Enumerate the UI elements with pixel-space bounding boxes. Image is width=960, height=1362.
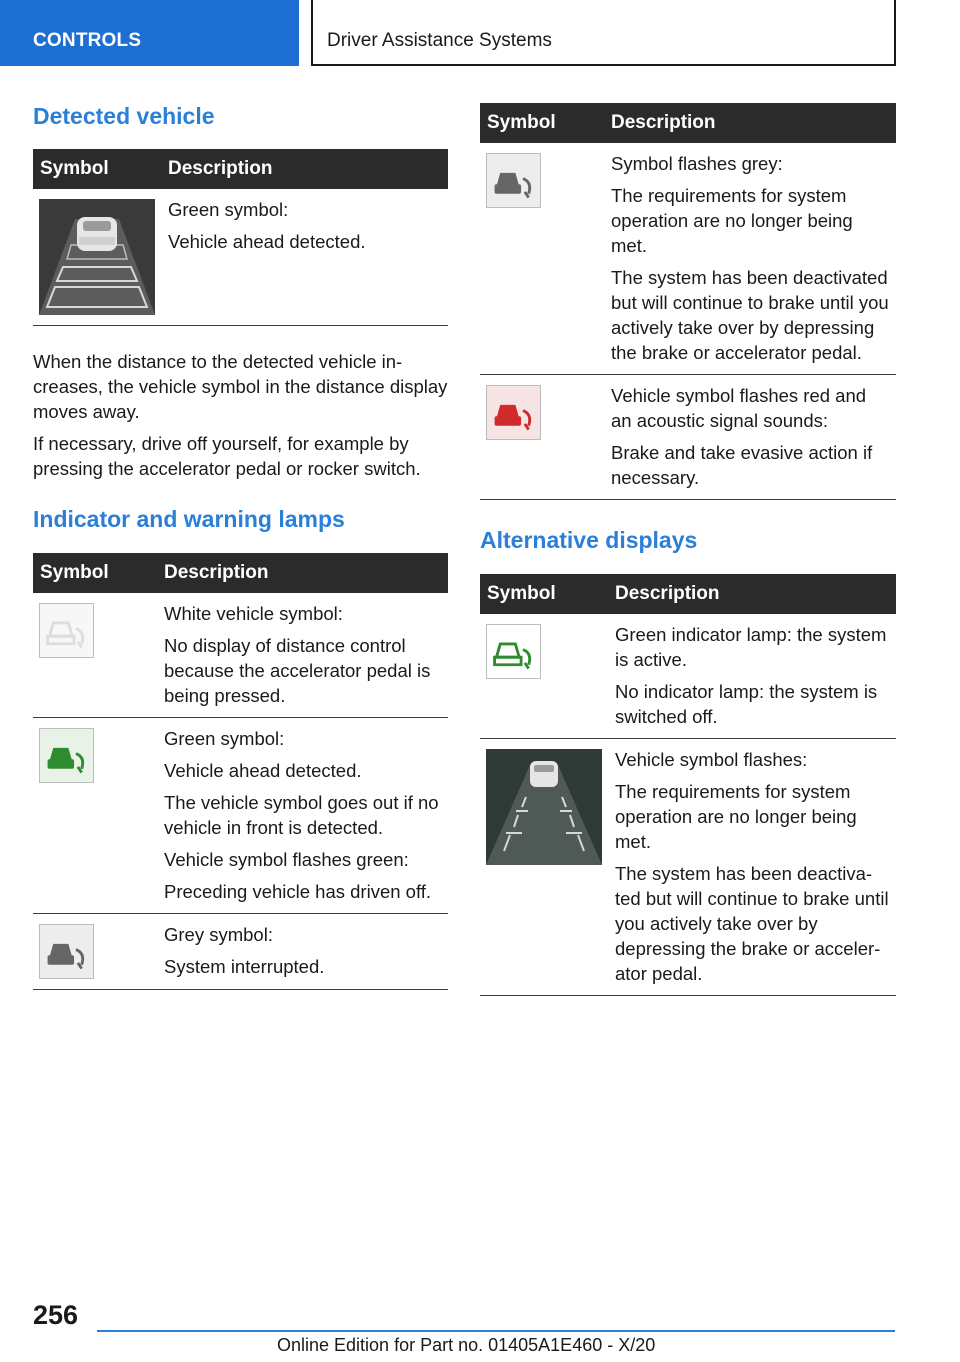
table-row bbox=[33, 718, 448, 914]
description-column-header: Description bbox=[608, 574, 896, 614]
right-column bbox=[480, 103, 896, 996]
table-row bbox=[33, 914, 448, 990]
description-line: Vehicle ahead detected. bbox=[164, 760, 362, 781]
distance-display-vehicle-icon bbox=[486, 749, 602, 865]
symbol-column-header: Symbol bbox=[33, 149, 161, 189]
edition-text: Online Edition for Part no. 01405A1E460 - X/20 bbox=[277, 1335, 656, 1355]
section-title: CONTROLS bbox=[33, 30, 142, 51]
paragraph: When the distance to the detected vehicle increases, the vehicle symbol in the distance display moves away. bbox=[33, 351, 448, 422]
description-line: The system has been deactivated but will continue to brake until you actively take over by depressing the brake or accelerator pedal. bbox=[611, 267, 889, 363]
description-line: Brake and take evasive action if necessary. bbox=[611, 442, 873, 488]
description-line: Grey symbol: bbox=[164, 924, 273, 945]
description-column-header: Description bbox=[604, 103, 896, 143]
table-row bbox=[33, 593, 448, 718]
table-row bbox=[480, 375, 896, 500]
table-header-row bbox=[33, 149, 448, 189]
table-row bbox=[33, 189, 448, 326]
detected-vehicle-heading: Detected vehicle bbox=[33, 103, 215, 129]
symbol-column-header: Symbol bbox=[480, 103, 604, 143]
page-number: 256 bbox=[33, 1300, 79, 1330]
distance-display-vehicle-icon bbox=[39, 199, 155, 315]
table-header-row bbox=[33, 553, 448, 593]
description-line: The requirements for system operation are no longer being met. bbox=[615, 781, 857, 852]
description-line: Symbol flashes grey: bbox=[611, 153, 783, 174]
description-column-header: Description bbox=[161, 149, 448, 189]
section-tab bbox=[0, 0, 299, 66]
distance-control-vehicle-icon bbox=[486, 385, 541, 440]
alternative-displays-heading: Alternative displays bbox=[480, 527, 698, 553]
description-line: System interrupted. bbox=[164, 956, 325, 977]
distance-control-vehicle-icon bbox=[486, 153, 541, 208]
paragraph: If necessary, drive off yourself, for example by pressing the accelerator pedal or rocker switch. bbox=[33, 433, 421, 479]
description-line: Vehicle symbol flashes: bbox=[615, 749, 808, 770]
description-column-header: Description bbox=[157, 553, 448, 593]
description-line: The system has been deactivated but will continue to brake until you actively take over by depressing the brake or accelerator pedal. bbox=[615, 863, 889, 984]
chapter-title: Driver Assistance Systems bbox=[327, 30, 552, 51]
body-text bbox=[33, 349, 448, 481]
distance-control-vehicle-icon bbox=[39, 924, 94, 979]
distance-control-vehicle-icon bbox=[39, 603, 94, 658]
description-line: Vehicle ahead detected. bbox=[168, 231, 366, 252]
description-line: No display of distance control because the accelerator pedal is being pressed. bbox=[164, 635, 431, 706]
description-line: Preceding vehicle has driven off. bbox=[164, 881, 432, 902]
description-line: Vehicle symbol flashes green: bbox=[164, 849, 409, 870]
footer-divider bbox=[97, 1330, 895, 1332]
description-line: The requirements for system operation are no longer being met. bbox=[611, 185, 853, 256]
table-row bbox=[480, 143, 896, 375]
table-row bbox=[480, 614, 896, 739]
indicator-lamps-table bbox=[33, 553, 448, 990]
warning-lamps-table bbox=[480, 103, 896, 500]
table-header-row bbox=[480, 574, 896, 614]
table-header-row bbox=[480, 103, 896, 143]
description-line: Green symbol: bbox=[164, 728, 285, 749]
left-column bbox=[33, 100, 448, 990]
table-row bbox=[480, 739, 896, 996]
description-line: Green symbol: bbox=[168, 199, 289, 220]
distance-control-vehicle-icon bbox=[486, 624, 541, 679]
chapter-tab bbox=[311, 0, 896, 66]
description-line: Green indicator lamp: the system is active. bbox=[615, 624, 887, 670]
description-line: The vehicle symbol goes out if no vehicle in front is detected. bbox=[164, 792, 439, 838]
description-line: No indicator lamp: the system is switched off. bbox=[615, 681, 878, 727]
symbol-column-header: Symbol bbox=[480, 574, 608, 614]
description-line: White vehicle symbol: bbox=[164, 603, 343, 624]
alternative-displays-table bbox=[480, 574, 896, 996]
indicator-lamps-heading: Indicator and warning lamps bbox=[33, 506, 345, 532]
distance-control-vehicle-icon bbox=[39, 728, 94, 783]
symbol-column-header: Symbol bbox=[33, 553, 157, 593]
detected-vehicle-table bbox=[33, 149, 448, 326]
description-line: Vehicle symbol flashes red and an acoustic signal sounds: bbox=[611, 385, 867, 431]
